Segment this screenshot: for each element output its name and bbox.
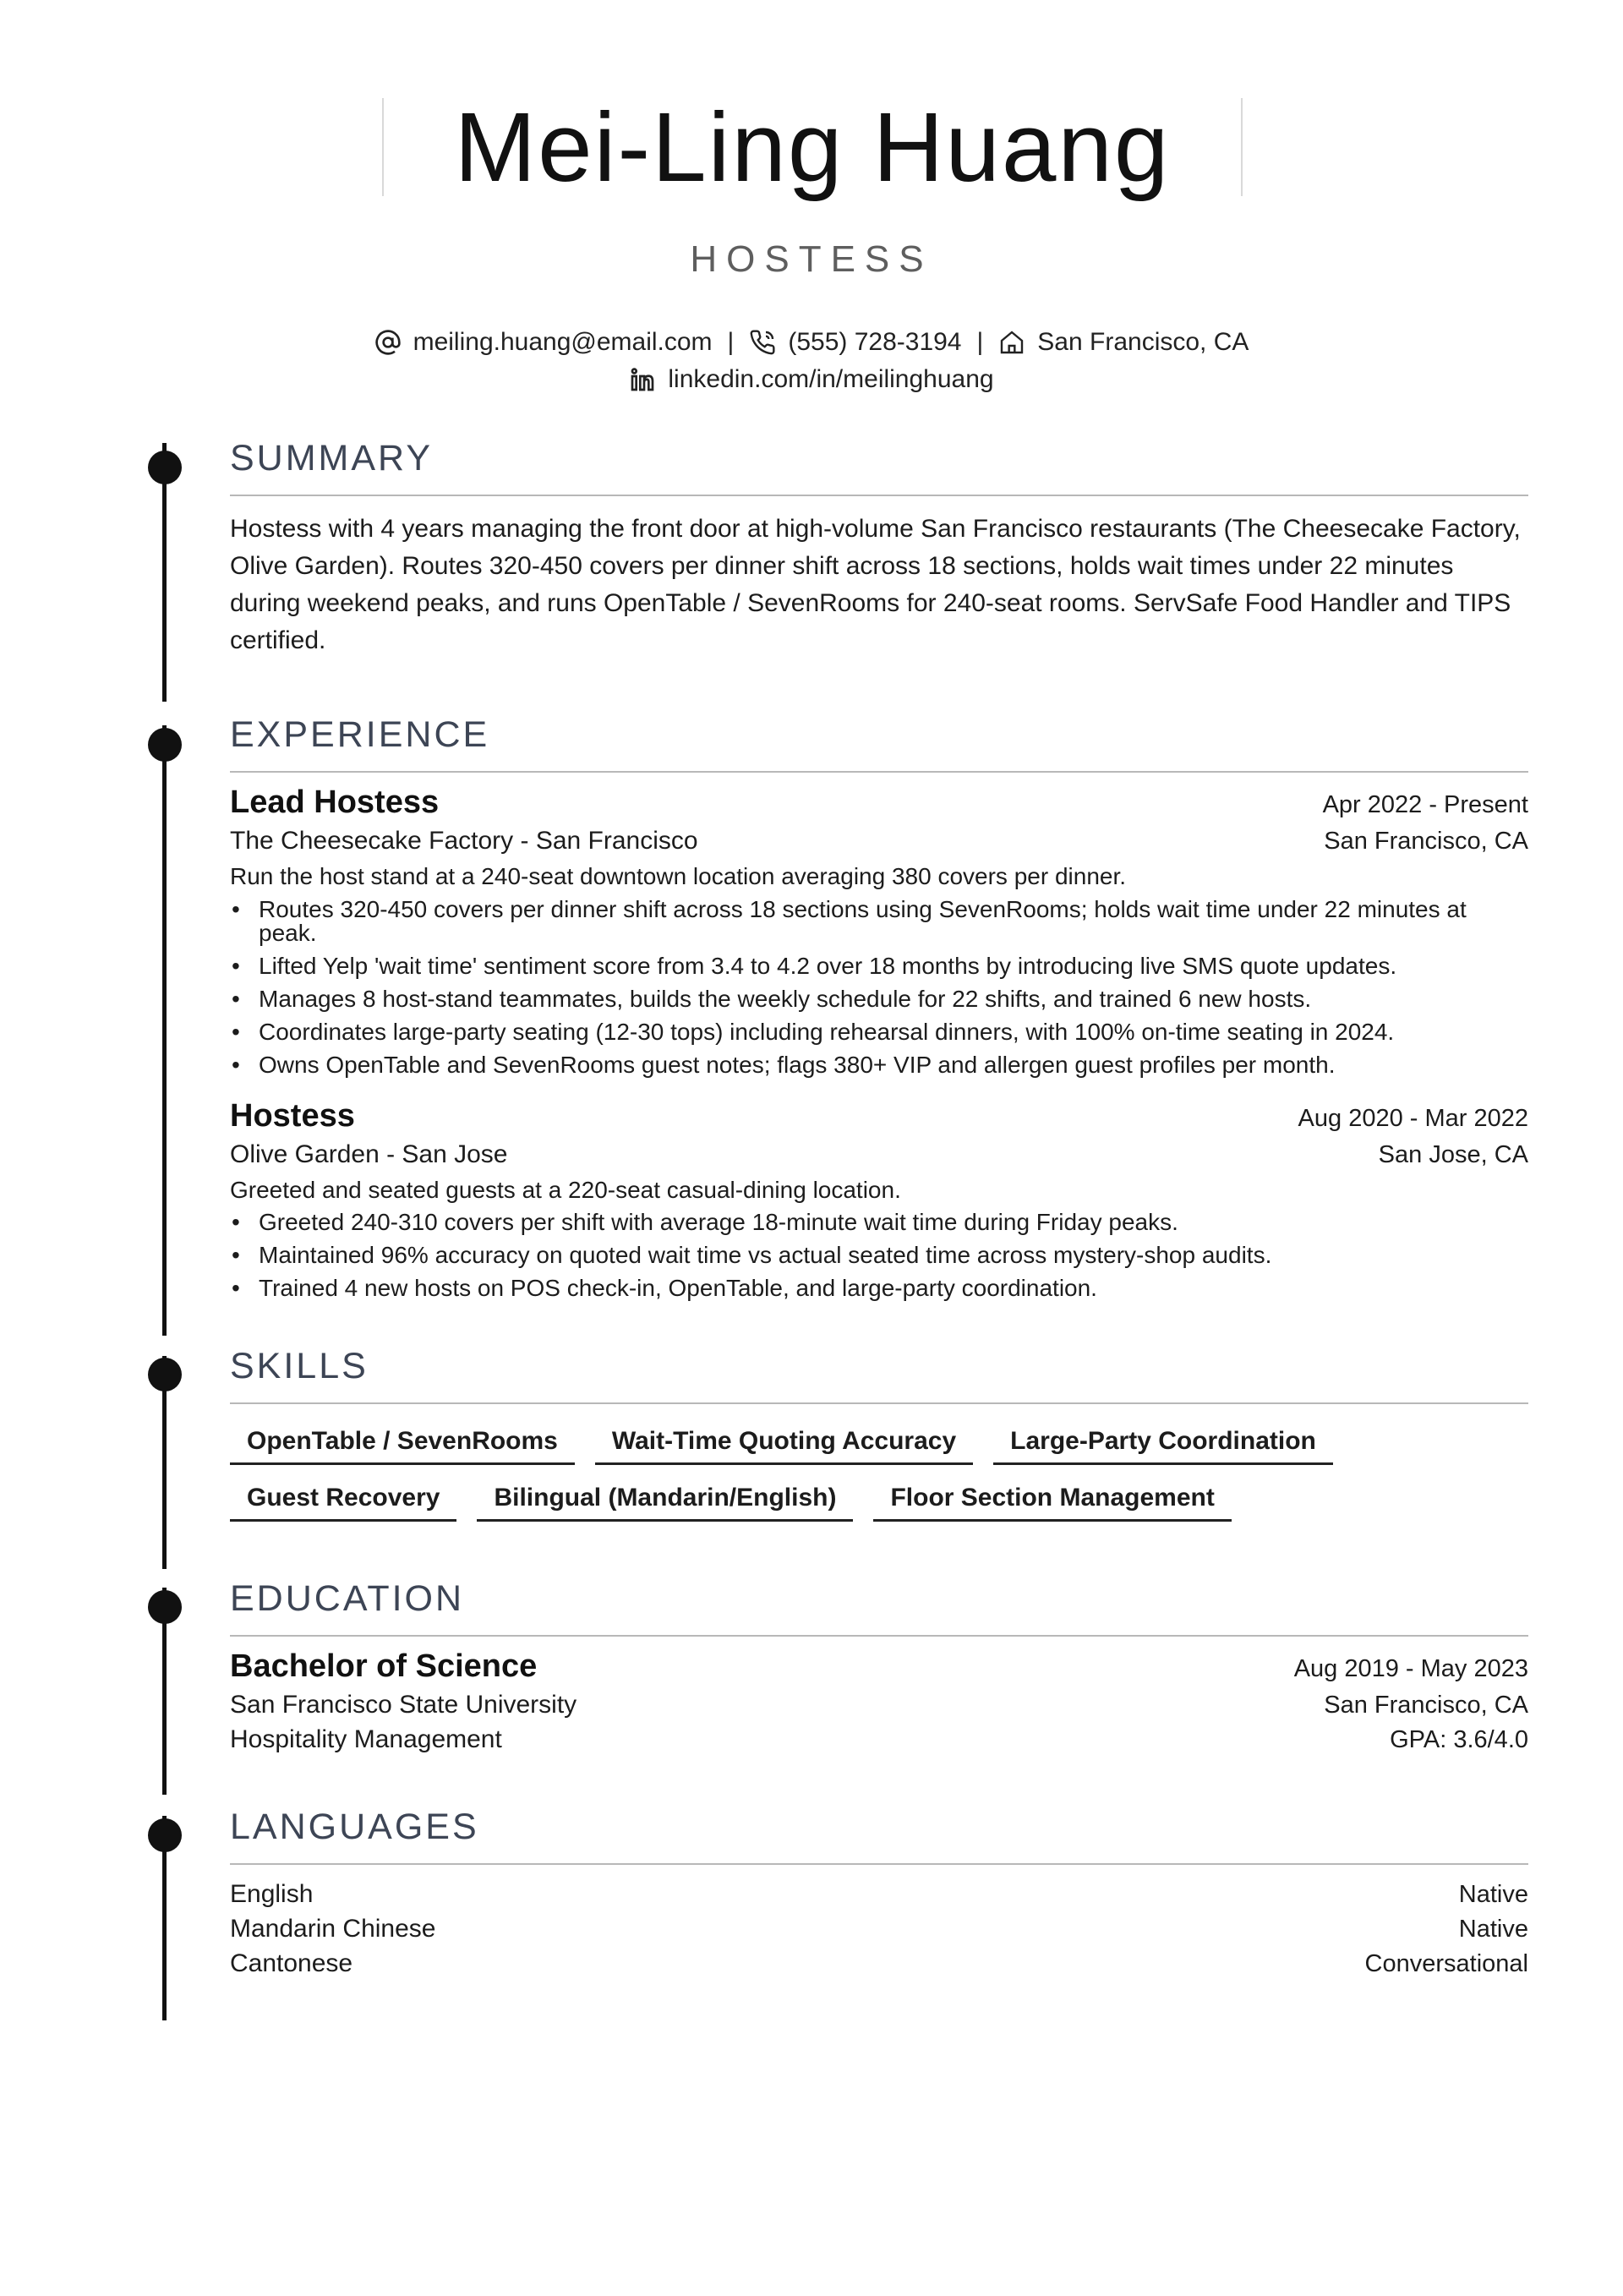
contact-line-1 <box>0 328 1623 357</box>
section-divider <box>230 771 1528 773</box>
language-row <box>230 1880 1528 1909</box>
email-text: meiling.huang@email.com <box>413 328 713 356</box>
location-contact <box>998 328 1249 357</box>
job-bullet: • Coordinates large-party seating (12-30 tops) including rehearsal dinners, with 100% on-time seating in 2024. <box>230 1020 1528 1044</box>
skill-tag: Floor Section Management <box>873 1480 1231 1522</box>
skill-row <box>230 1480 1232 1522</box>
timeline-dot <box>148 1590 182 1624</box>
job-dates: Apr 2022 - Present <box>1322 791 1528 818</box>
skill-tag: Wait-Time Quoting Accuracy <box>595 1424 973 1465</box>
job-bullets <box>230 898 1528 1086</box>
job-header <box>230 784 1528 821</box>
job-bullet: • Trained 4 new hosts on POS check-in, OpenTable, and large-party coordination. <box>230 1276 1528 1300</box>
job-dates: Aug 2020 - Mar 2022 <box>1298 1105 1528 1132</box>
job-description: Greeted and seated guests at a 220-seat casual-dining location. <box>230 1177 901 1203</box>
job-location: San Jose, CA <box>1378 1141 1528 1168</box>
phone-icon <box>749 329 776 356</box>
languages-heading: LANGUAGES <box>230 1807 479 1847</box>
language-row <box>230 1949 1528 1978</box>
school-name: San Francisco State University <box>230 1691 577 1719</box>
candidate-name: Mei-Ling Huang <box>454 92 1171 202</box>
degree-title: Bachelor of Science <box>230 1648 538 1684</box>
job-bullet: • Owns OpenTable and SevenRooms guest notes; flags 380+ VIP and allergen guest profiles per month. <box>230 1053 1528 1077</box>
section-divider <box>230 1863 1528 1865</box>
education-heading: EDUCATION <box>230 1578 465 1619</box>
email-contact[interactable] <box>374 328 713 357</box>
job-company: Olive Garden - San Jose <box>230 1140 508 1168</box>
language-name: Cantonese <box>230 1949 353 1977</box>
job-subheader <box>230 827 1528 856</box>
degree-header <box>230 1648 1528 1685</box>
job-company: The Cheesecake Factory - San Francisco <box>230 827 698 855</box>
linkedin-text: linkedin.com/in/meilinghuang <box>668 365 994 393</box>
skill-row <box>230 1424 1333 1465</box>
timeline-line <box>162 725 167 1336</box>
job-bullet: • Lifted Yelp 'wait time' sentiment score from 3.4 to 4.2 over 18 months by introducing live SMS quote updates. <box>230 954 1528 978</box>
skill-tag: Large-Party Coordination <box>993 1424 1333 1465</box>
linkedin-icon <box>629 366 656 393</box>
home-icon <box>998 329 1025 356</box>
timeline-dot <box>148 1358 182 1391</box>
job-location: San Francisco, CA <box>1324 828 1528 855</box>
summary-heading: SUMMARY <box>230 438 434 478</box>
major-row <box>230 1725 1528 1754</box>
language-name: English <box>230 1880 314 1908</box>
separator: | <box>727 328 735 356</box>
phone-contact[interactable] <box>749 328 961 357</box>
candidate-role: HOSTESS <box>690 238 933 280</box>
contact-line-2 <box>0 365 1623 394</box>
location-text: San Francisco, CA <box>1037 328 1249 356</box>
name-frame <box>382 92 1243 202</box>
job-bullets <box>230 1211 1528 1309</box>
summary-text: Hostess with 4 years managing the front door at high-volume San Francisco restaurants (The Cheesecake Factory, Olive Garden). Routes 320-450 covers per dinner shift across 18 sections, holds wait times under 22 minutes during weekend peaks, and runs OpenTable / SevenRooms for 240-seat rooms. ServSafe Food Handler and TIPS certified. <box>230 515 1521 654</box>
language-level: Native <box>1458 1881 1528 1908</box>
gpa: GPA: 3.6/4.0 <box>1390 1726 1528 1753</box>
section-divider <box>230 1635 1528 1637</box>
timeline-dot <box>148 1818 182 1852</box>
language-name: Mandarin Chinese <box>230 1915 436 1943</box>
job-title: Lead Hostess <box>230 784 440 820</box>
linkedin-contact[interactable] <box>629 365 993 394</box>
education-dates: Aug 2019 - May 2023 <box>1293 1655 1528 1682</box>
school-row <box>230 1691 1528 1719</box>
at-icon <box>374 329 402 356</box>
phone-text: (555) 728-3194 <box>788 328 962 356</box>
experience-heading: EXPERIENCE <box>230 714 490 755</box>
job-bullet: • Manages 8 host-stand teammates, builds the weekly schedule for 22 shifts, and trained 6 new hosts. <box>230 987 1528 1011</box>
job-bullet: • Routes 320-450 covers per dinner shift across 18 sections using SevenRooms; holds wait time under 22 minutes at peak. <box>230 898 1528 945</box>
major: Hospitality Management <box>230 1725 502 1753</box>
job-header <box>230 1098 1528 1134</box>
job-subheader <box>230 1140 1528 1169</box>
skill-tag: OpenTable / SevenRooms <box>230 1424 575 1465</box>
timeline-dot <box>148 728 182 762</box>
job-description: Run the host stand at a 240-seat downtown location averaging 380 covers per dinner. <box>230 863 1127 889</box>
language-level: Conversational <box>1364 1950 1528 1977</box>
job-bullet: • Maintained 96% accuracy on quoted wait time vs actual seated time across mystery-shop audits. <box>230 1244 1528 1267</box>
job-title: Hostess <box>230 1098 355 1134</box>
skill-tag: Bilingual (Mandarin/English) <box>477 1480 853 1522</box>
school-location: San Francisco, CA <box>1324 1692 1528 1719</box>
timeline-dot <box>148 451 182 484</box>
language-level: Native <box>1458 1916 1528 1943</box>
job-bullet: • Greeted 240-310 covers per shift with average 18-minute wait time during Friday peaks. <box>230 1211 1528 1234</box>
separator: | <box>976 328 984 356</box>
language-row <box>230 1915 1528 1943</box>
skill-tag: Guest Recovery <box>230 1480 456 1522</box>
section-divider <box>230 495 1528 496</box>
section-divider <box>230 1402 1528 1404</box>
skills-heading: SKILLS <box>230 1346 369 1386</box>
